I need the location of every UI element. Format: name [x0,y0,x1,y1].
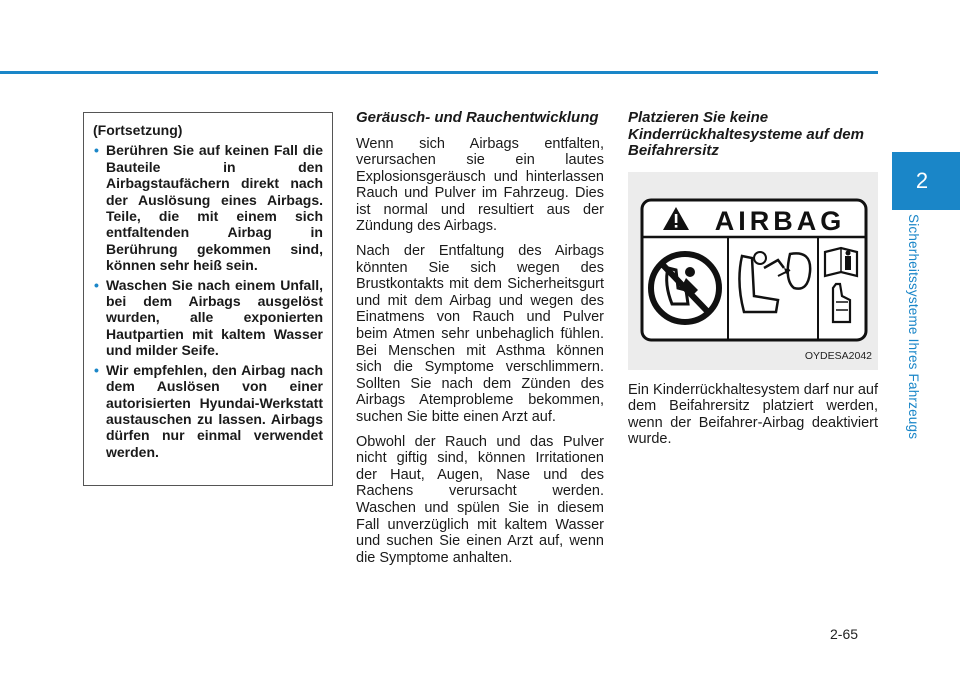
column-noise [356,110,604,574]
column-child-seat [628,110,878,456]
bullet-icon: • [94,142,99,159]
warning-item-text: Wir empfehlen, den Airbag nach dem Auslösen von einer autorisierten Hyundai-Werkstatt austauschen zu lassen. Airbags dürfen nur einmal verwendet werden. [106,361,323,460]
paragraph: Wenn sich Airbags entfalten, verursachen sie ein lautes Explosionsgeräusch und hinterlassen Rauch und Pulver im Fahrzeug. Dies ist normal und resultiert aus der Zündung des Airbags. [356,135,604,235]
warning-item-text: Waschen Sie nach einem Unfall, bei dem Airbags ausgelöst wurden, alle exponierten Hautpartien mit kaltem Wasser und milder Seife. [106,276,323,359]
warning-item-text: Berühren Sie auf keinen Fall die Bauteile in den Airbagstaufächern direkt nach der Auslösung eines Airbags. Teile, die mit einem sich entfaltenden Airbag in Berührung gekommen sind, können sehr heiß sein. [106,142,323,274]
warning-item [93,142,323,273]
warning-item [93,362,323,460]
header-rule [0,71,878,74]
page-number: 2-65 [830,626,859,642]
paragraph: Nach der Entfaltung des Airbags könnten Sie sich wegen des Brustkontakts mit dem Sicherheitsgurt und mit dem Airbag und wegen des Einatmens von Rauch und Pulver beim Atmen sehr unbehaglich fühlen. Bei Menschen mit Asthma können sich die Symptome verschlimmern. Sollten Sie nach dem Zünden des Airbags Atemprobleme bekommen, suchen Sie bitte einen Arzt auf. [356,243,604,425]
section-heading-child-seat: Platzieren Sie keine Kinderrückhaltesysteme auf dem Beifahrersitz [628,109,864,159]
figure-code: OYDESA2042 [804,349,872,362]
warning-box [83,112,333,486]
chapter-tab[interactable] [892,152,960,210]
warning-item [93,277,323,359]
paragraph: Obwohl der Rauch und das Pulver nicht giftig sind, können Irritationen der Haut, Augen, Nase und des Rachens verursacht werden. Waschen und spülen Sie in diesem Fall unverzüglich mit kaltem Wasser und suchen Sie einen Arzt auf, wenn die Symptome anhalten. [356,433,604,566]
airbag-label-figure [628,172,878,370]
airbag-label-illustration [628,172,878,370]
chapter-number: 2 [915,168,929,193]
warning-continued: (Fortsetzung) [93,122,183,138]
bullet-icon: • [94,361,99,378]
paragraph: Ein Kinderrückhaltesystem darf nur auf dem Beifahrersitz platziert werden, wenn der Beifahrer-Airbag deaktiviert wurde. [628,381,878,448]
section-heading-noise: Geräusch- und Rauchentwicklung [356,109,599,126]
airbag-label-text: AIRBAG [714,205,846,236]
chapter-title: Sicherheitssysteme Ihres Fahrzeugs [906,214,921,440]
bullet-icon: • [94,276,99,293]
